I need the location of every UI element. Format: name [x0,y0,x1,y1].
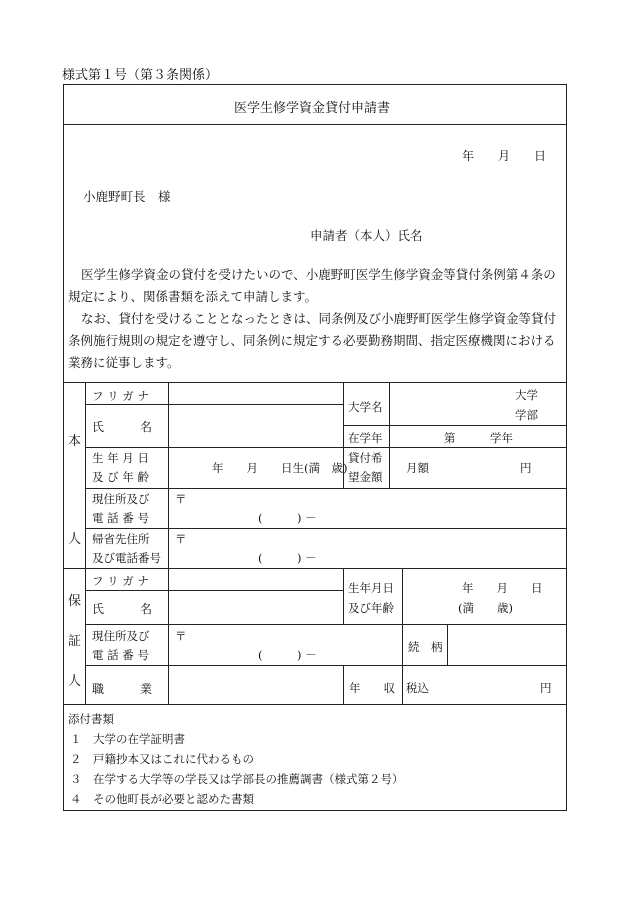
attachment-item: ４ その他町長が必要と認めた書類 [70,792,254,806]
attachment-item: １ 大学の在学証明書 [70,732,185,746]
self-furigana-label: フ リ ガ ナ [92,389,149,403]
self-address-postal: 〒 [175,492,187,506]
applicant-name-label: 申請者（本人）氏名 [310,228,423,243]
self-row-line [85,404,343,405]
form-number: 様式第１号（第３条関係） [62,68,219,83]
attachment-item: ３ 在学する大学等の学長又は学部長の推薦調書（様式第２号） [70,772,404,786]
year-label: 在学年 [348,431,383,445]
guarantor-birth-value-2: (満 歳) [458,601,513,615]
university-value-1: 大学 [515,388,538,402]
self-home-label-1: 帰省先住所 [92,532,150,546]
guarantor-side-label-2: 証 [68,634,82,649]
self-birth-label-1: 生 年 月 日 [92,451,149,465]
self-section-end [63,568,567,569]
university-label: 大学名 [348,400,383,414]
body-paragraph-2: なお、貸付を受けることとなったときは、同条例及び小鹿野町医学生修学資金等貸付条例施行規則の規定を遵守し、同条例に規定する必要勤務期間、指定医療機関における業務に従事します。 [68,311,557,370]
loan-yen: 円 [520,461,532,475]
self-home-phone: ( ) － [258,551,317,565]
relation-right-line [447,624,448,665]
guarantor-birth-value-1: 年 月 日 [462,581,543,595]
label-column-line [168,382,169,704]
guarantor-address-postal: 〒 [175,629,187,643]
guarantor-section-end [63,704,567,705]
guarantor-row-line [85,590,343,591]
self-row-line [85,488,567,489]
self-home-postal: 〒 [175,532,187,546]
self-address-label-2: 電 話 番 号 [92,511,149,525]
section-divider [63,382,567,383]
income-right-line [402,665,403,704]
self-birth-value: 年 月 日生(満 歳) [212,461,348,475]
self-side-label-1: 本 [68,434,82,449]
self-address-label-1: 現住所及び [92,492,150,506]
guarantor-side-label-3: 人 [68,674,82,689]
income-label: 年 収 [349,681,395,695]
loan-label-1: 貸付希 [348,451,383,465]
self-home-label-2: 及び電話番号 [92,551,161,565]
self-name-label: 氏 名 [92,420,153,434]
self-mid-line-2 [389,382,390,488]
self-birth-label-2: 及 び 年 齢 [92,470,149,484]
university-value-2: 学部 [515,408,538,422]
side-column-line [85,382,86,704]
guarantor-birth-label-1: 生年月日 [348,581,394,595]
attachments-heading: 添付書類 [68,712,114,726]
self-row-line [343,425,567,426]
date-line: 年 月 日 [462,149,547,163]
guarantor-mid-line [343,568,344,624]
body-paragraph-1: 医学生修学資金の貸付を受けたいので、小鹿野町医学生修学資金等貸付条例第４条の規定により、関係書類を添えて申請します。 [68,267,556,304]
title-divider [63,124,567,125]
relation-label: 続 柄 [408,640,443,654]
guarantor-furigana-label: フ リ ガ ナ [92,574,149,588]
guarantor-row-line [85,624,567,625]
income-tax: 税込 [406,681,429,695]
guarantor-address-label-1: 現住所及び [92,629,150,643]
attachment-item: ２ 戸籍抄本又はこれに代わるもの [70,752,254,766]
guarantor-birth-label-2: 及び年齢 [348,601,394,615]
guarantor-name-label: 氏 名 [92,602,153,616]
guarantor-address-label-2: 電 話 番 号 [92,648,149,662]
guarantor-side-label-1: 保 [68,594,82,609]
guarantor-address-phone: ( ) － [258,648,317,662]
income-yen: 円 [540,681,552,695]
form-title: 医学生修学資金貸付申請書 [234,101,391,116]
guarantor-mid-line-2 [402,568,403,624]
self-address-phone: ( ) － [258,511,317,525]
self-side-label-2: 人 [68,532,82,547]
guarantor-occupation-label: 職 業 [92,682,153,696]
loan-monthly: 月額 [406,461,429,475]
loan-label-2: 望金額 [348,470,383,484]
self-row-line [85,528,567,529]
self-row-line [85,447,567,448]
addressee: 小鹿野町長 様 [83,189,171,204]
guarantor-row-line [85,665,567,666]
year-value: 第 学年 [444,431,513,445]
relation-left-line [402,624,403,665]
income-left-line [343,665,344,704]
